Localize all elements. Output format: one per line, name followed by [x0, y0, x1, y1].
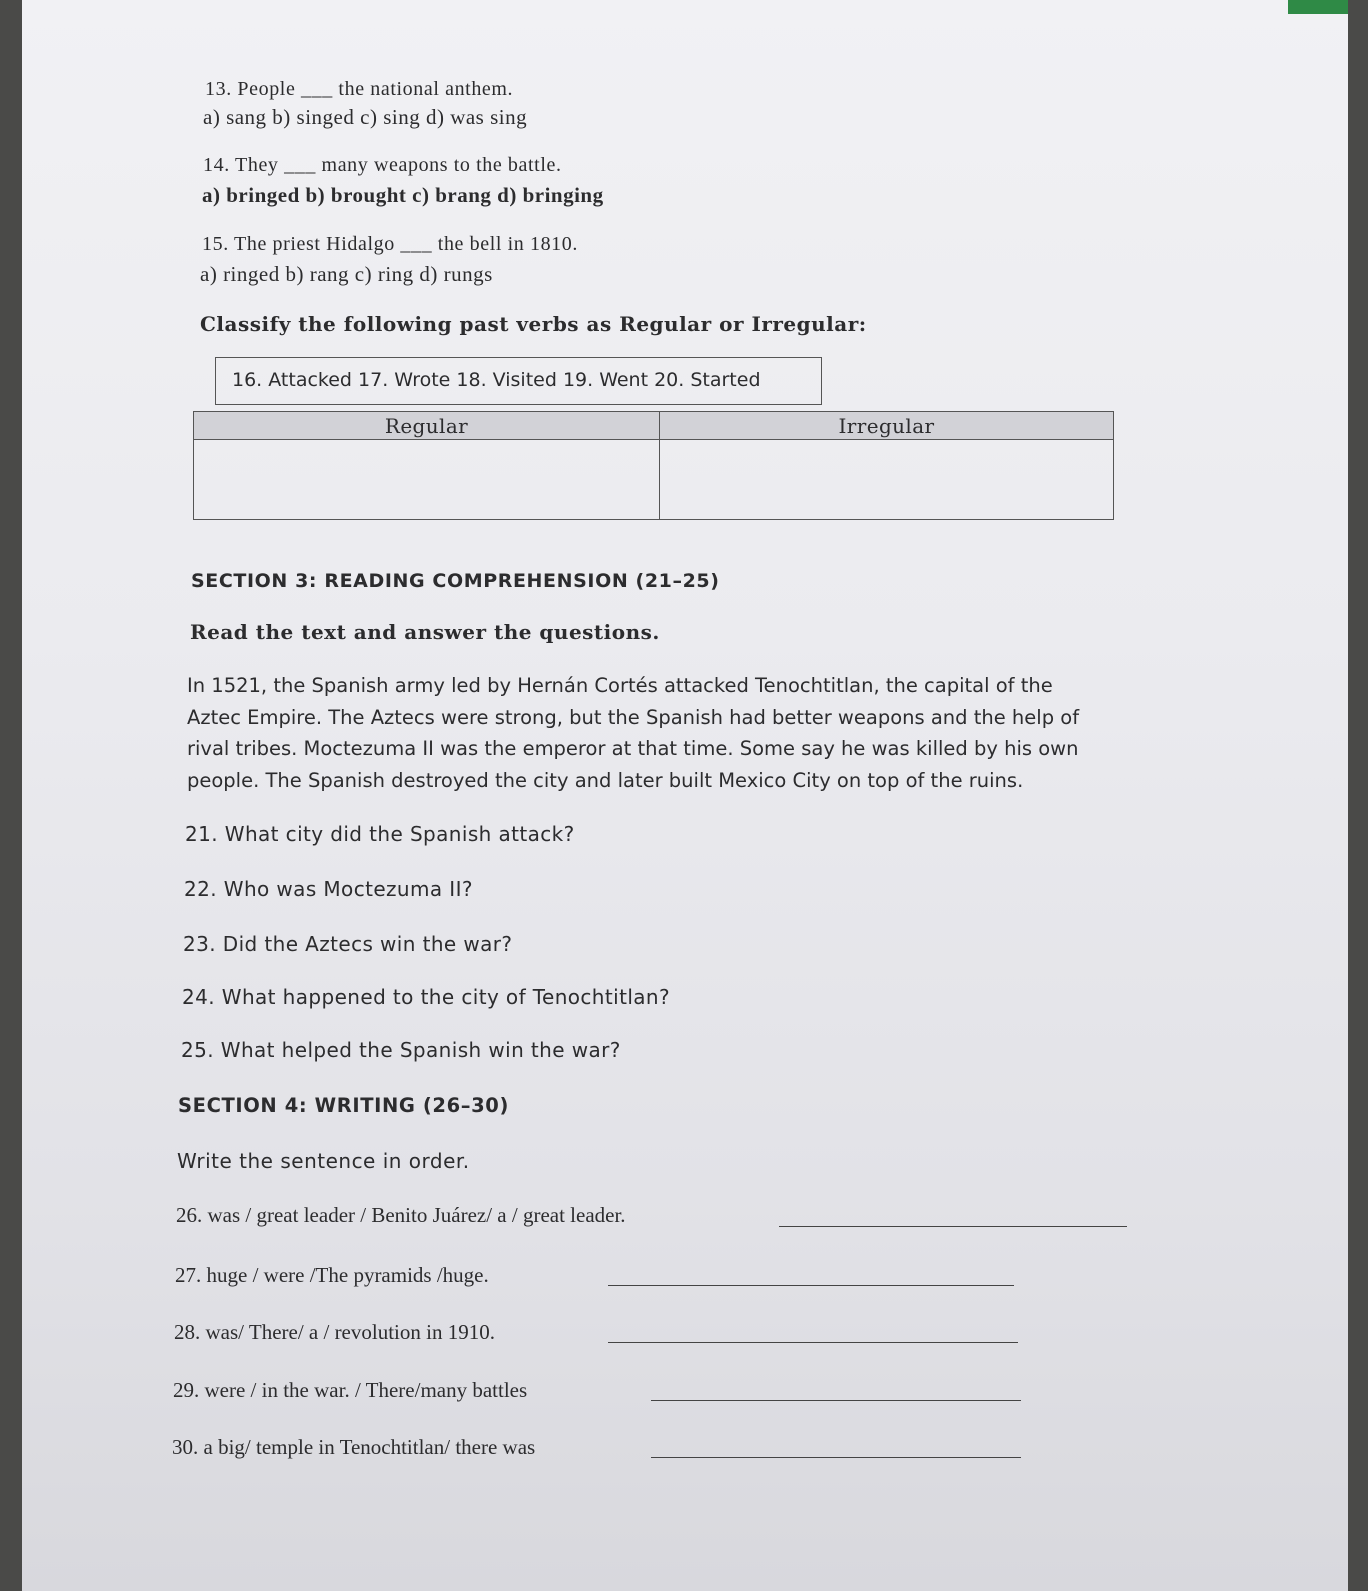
classification-table [193, 411, 1114, 520]
writing-item-27: 27. huge / were /The pyramids /huge. [175, 1263, 489, 1287]
question-22: 22. Who was Moctezuma II? [184, 877, 473, 901]
answer-line-30[interactable] [651, 1457, 1021, 1458]
section-3-title: SECTION 3: READING COMPREHENSION (21–25) [191, 570, 720, 592]
question-21: 21. What city did the Spanish attack? [185, 822, 575, 846]
background-green-strip [1288, 0, 1348, 14]
regular-answer-cell[interactable] [194, 440, 660, 520]
answer-line-27[interactable] [608, 1285, 1014, 1286]
question-14: 14. They ___ many weapons to the battle. [203, 154, 562, 176]
irregular-column-header: Irregular [660, 412, 1114, 440]
reading-line: rival tribes. Moctezuma II was the emperor at that time. Some say he was killed by his own [187, 737, 1079, 760]
writing-item-29: 29. were / in the war. / There/many battles [173, 1378, 528, 1402]
question-15-options: a) ringed b) rang c) ring d) rungs [200, 262, 493, 286]
reading-line: people. The Spanish destroyed the city and later built Mexico City on top of the ruins. [187, 768, 1024, 792]
worksheet-page [22, 0, 1348, 1591]
writing-item-28: 28. was/ There/ a / revolution in 1910. [174, 1320, 495, 1344]
reading-line: In 1521, the Spanish army led by Hernán Cortés attacked Tenochtitlan, the capital of the [187, 674, 1053, 697]
verb-word-list: 16. Attacked 17. Wrote 18. Visited 19. Went 20. Started [232, 369, 761, 391]
section-4-instruction: Write the sentence in order. [177, 1149, 470, 1173]
table-answer-row [194, 440, 1114, 520]
question-13: 13. People ___ the national anthem. [205, 78, 514, 100]
answer-line-26[interactable] [779, 1226, 1127, 1227]
section-4-title: SECTION 4: WRITING (26–30) [178, 1094, 509, 1117]
question-23: 23. Did the Aztecs win the war? [183, 932, 513, 956]
question-24: 24. What happened to the city of Tenochtitlan? [182, 985, 671, 1009]
answer-line-28[interactable] [608, 1342, 1018, 1343]
question-14-options: a) bringed b) brought c) brang d) bringing [202, 183, 604, 207]
writing-item-26: 26. was / great leader / Benito Juárez/ a / great leader. [176, 1203, 626, 1227]
question-13-options: a) sang b) singed c) sing d) was sing [203, 105, 528, 129]
reading-line: Aztec Empire. The Aztecs were strong, but the Spanish had better weapons and the help of [187, 705, 1080, 729]
verb-word-box [215, 357, 822, 405]
irregular-answer-cell[interactable] [660, 440, 1114, 520]
section-3-instruction: Read the text and answer the questions. [190, 620, 660, 644]
reading-passage [187, 670, 1147, 796]
question-25: 25. What helped the Spanish win the war? [181, 1038, 621, 1062]
answer-line-29[interactable] [651, 1400, 1021, 1401]
question-15: 15. The priest Hidalgo ___ the bell in 1810. [202, 233, 578, 255]
regular-column-header: Regular [194, 412, 660, 440]
writing-item-30: 30. a big/ temple in Tenochtitlan/ there was [172, 1435, 536, 1459]
classify-instruction: Classify the following past verbs as Regular or Irregular: [200, 312, 867, 336]
table-header-row [194, 412, 1114, 440]
